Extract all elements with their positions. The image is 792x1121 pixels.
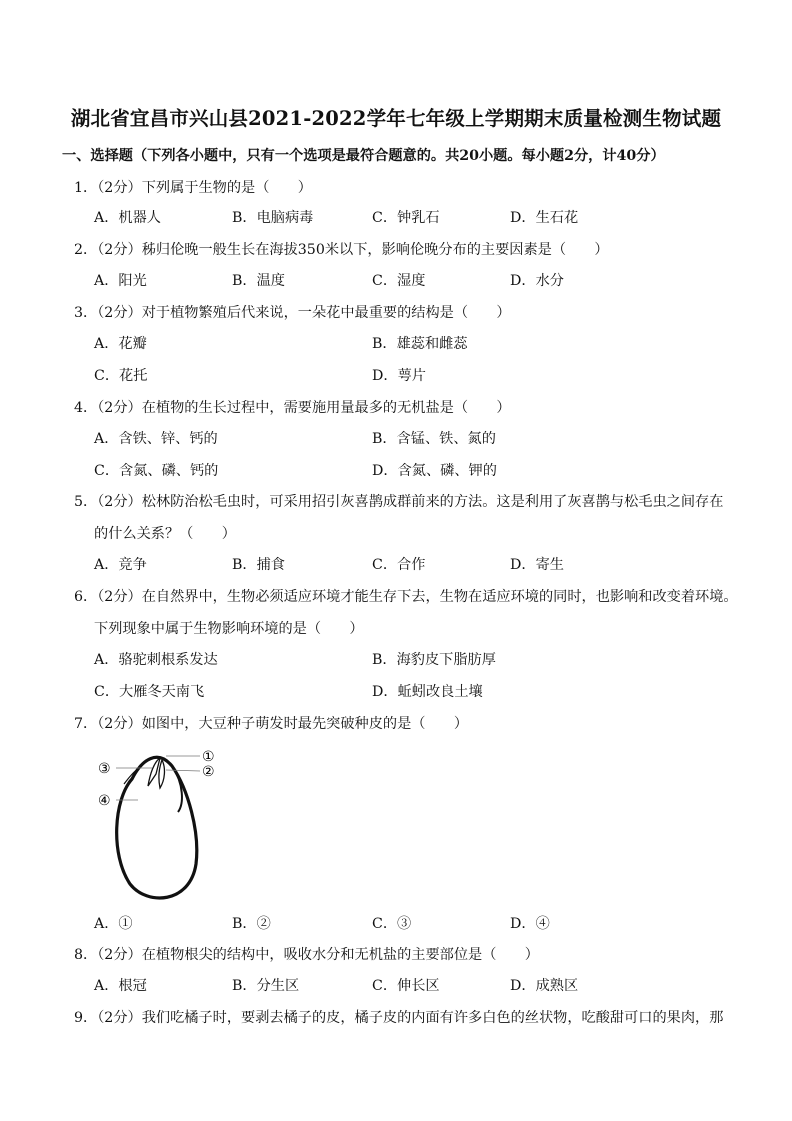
q2-option-c: C．湿度 — [372, 273, 426, 289]
question-1: 1．（2分）下列属于生物的是（ ） — [74, 180, 312, 196]
question-7: 7．（2分）如图中，大豆种子萌发时最先突破种皮的是（ ） — [74, 716, 469, 732]
q7-option-d: D．④ — [510, 916, 550, 932]
q4-option-a: A．含铁、锌、钙的 — [94, 431, 218, 447]
q1-option-c: C．钟乳石 — [372, 210, 440, 226]
q6-option-d: D．蚯蚓改良土壤 — [372, 684, 483, 700]
question-5: 5．（2分）松林防治松毛虫时，可采用招引灰喜鹊成群前来的方法。这是利用了灰喜鹊与松毛虫之间存在 — [74, 494, 724, 510]
q1-option-d: D．生石花 — [510, 210, 579, 226]
q3-option-c: C．花托 — [94, 368, 148, 384]
section-heading: 一、选择题（下列各小题中，只有一个选项是最符合题意的。共20小题。每小题2分，计40分） — [62, 148, 665, 164]
question-6-cont: 下列现象中属于生物影响环境的是（ ） — [94, 621, 364, 637]
q3-option-a: A．花瓣 — [94, 336, 147, 352]
figure-label-4: ④ — [98, 793, 111, 809]
q7-option-b: B．② — [232, 916, 271, 932]
q8-option-d: D．成熟区 — [510, 978, 579, 994]
question-5-cont: 的什么关系？（ ） — [94, 526, 236, 542]
soybean-seed-figure — [92, 744, 232, 904]
q6-option-a: A．骆驼刺根系发达 — [94, 652, 218, 668]
q8-option-c: C．伸长区 — [372, 978, 440, 994]
q8-option-a: A．根冠 — [94, 978, 147, 994]
q5-option-c: C．合作 — [372, 557, 426, 573]
figure-label-2: ② — [202, 764, 215, 780]
q4-option-c: C．含氮、磷、钙的 — [94, 463, 219, 479]
q4-option-d: D．含氮、磷、钾的 — [372, 463, 497, 479]
q6-option-c: C．大雁冬天南飞 — [94, 684, 205, 700]
q3-option-d: D．萼片 — [372, 368, 426, 384]
q2-option-b: B．温度 — [232, 273, 285, 289]
question-3: 3．（2分）对于植物繁殖后代来说，一朵花中最重要的结构是（ ） — [74, 305, 511, 321]
q2-option-a: A．阳光 — [94, 273, 147, 289]
q1-option-a: A．机器人 — [94, 210, 161, 226]
figure-label-3: ③ — [98, 761, 111, 777]
q7-option-a: A．① — [94, 916, 133, 932]
q5-option-a: A．竞争 — [94, 557, 147, 573]
q8-option-b: B．分生区 — [232, 978, 300, 994]
question-2: 2．（2分）秭归伦晚一般生长在海拔350米以下，影响伦晚分布的主要因素是（ ） — [74, 242, 609, 258]
question-4: 4．（2分）在植物的生长过程中，需要施用量最多的无机盐是（ ） — [74, 400, 511, 416]
q1-option-b: B．电脑病毒 — [232, 210, 314, 226]
q2-option-d: D．水分 — [510, 273, 564, 289]
question-8: 8．（2分）在植物根尖的结构中，吸收水分和无机盐的主要部位是（ ） — [74, 947, 539, 963]
q4-option-b: B．含锰、铁、氮的 — [372, 431, 496, 447]
question-9: 9．（2分）我们吃橘子时，要剥去橘子的皮，橘子皮的内面有许多白色的丝状物，吃酸甜可口的果肉，那 — [74, 1010, 724, 1026]
q7-option-c: C．③ — [372, 916, 412, 932]
q6-option-b: B．海豹皮下脂肪厚 — [372, 652, 496, 668]
figure-label-1: ① — [202, 749, 215, 765]
page-title: 湖北省宜昌市兴山县2021-2022学年七年级上学期期末质量检测生物试题 — [70, 107, 722, 130]
q5-option-b: B．捕食 — [232, 557, 285, 573]
q5-option-d: D．寄生 — [510, 557, 564, 573]
q3-option-b: B．雄蕊和雌蕊 — [372, 336, 468, 352]
question-6: 6．（2分）在自然界中，生物必须适应环境才能生存下去，生物在适应环境的同时，也影响和改变着环境。 — [74, 589, 738, 605]
